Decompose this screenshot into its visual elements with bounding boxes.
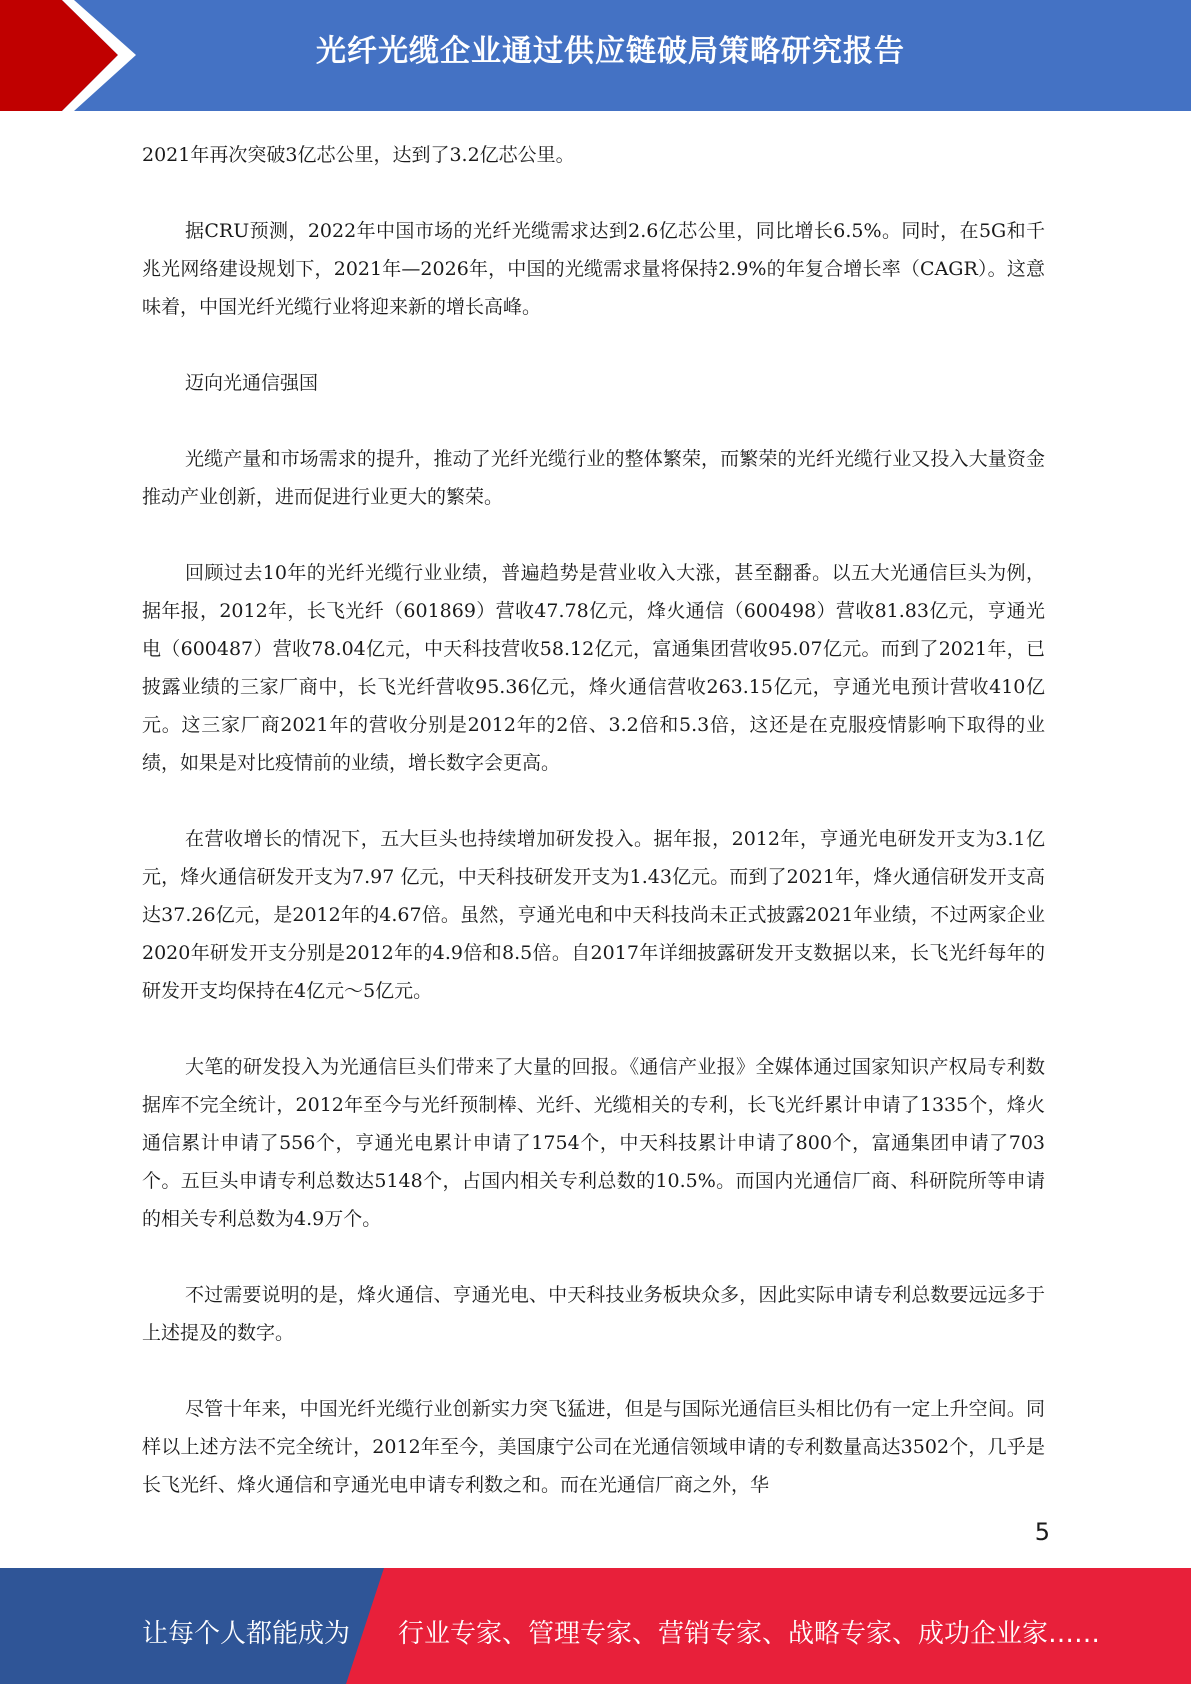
paragraph: 回顾过去10年的光纤光缆行业业绩，普遍趋势是营业收入大涨，甚至翻番。以五大光通信巨头为例，据年报，2012年，长飞光纤（601869）营收47.78亿元，烽火通信（600498）营收81.83亿元，亨通光电（600487）营收78.04亿元，中天科技营收58.12亿元，富通集团营收95.07亿元。而到了2021年，已披露业绩的三家厂商中，长飞光纤营收95.36亿元，烽火通信营收263.15亿元，亨通光电预计营收410亿元。这三家厂商2021年的营收分别是2012年的2倍、3.2倍和5.3倍，这还是在克服疫情影响下取得的业绩，如果是对比疫情前的业绩，增长数字会更高。 [142, 562, 1045, 774]
footer-slogan-right: 行业专家、管理专家、营销专家、战略专家、成功企业家…… [398, 1619, 1101, 1649]
page-number: 5 [1034, 1518, 1050, 1546]
paragraph: 光缆产量和市场需求的提升，推动了光纤光缆行业的整体繁荣，而繁荣的光纤光缆行业又投入大量资金推动产业创新，进而促进行业更大的繁荣。 [142, 448, 1045, 508]
page-header [0, 0, 1191, 111]
paragraph: 大笔的研发投入为光通信巨头们带来了大量的回报。《通信产业报》全媒体通过国家知识产权局专利数据库不完全统计，2012年至今与光纤预制棒、光纤、光缆相关的专利，长飞光纤累计申请了1335个，烽火通信累计申请了556个，亨通光电累计申请了1754个，中天科技累计申请了800个，富通集团申请了703个。五巨头申请专利总数达5148个，占国内相关专利总数的10.5%。而国内光通信厂商、科研院所等申请的相关专利总数为4.9万个。 [142, 1056, 1045, 1230]
paragraph: 2021年再次突破3亿芯公里，达到了3.2亿芯公里。 [142, 144, 575, 166]
paragraph: 据CRU预测，2022年中国市场的光纤光缆需求达到2.6亿芯公里，同比增长6.5%。同时，在5G和千兆光网络建设规划下，2021年—2026年，中国的光缆需求量将保持2.9%的年复合增长率（CAGR）。这意味着，中国光纤光缆行业将迎来新的增长高峰。 [142, 220, 1045, 318]
section-heading: 迈向光通信强国 [185, 372, 319, 394]
footer-slogan-left: 让每个人都能成为 [142, 1619, 351, 1649]
paragraph: 尽管十年来，中国光纤光缆行业创新实力突飞猛进，但是与国际光通信巨头相比仍有一定上升空间。同样以上述方法不完全统计，2012年至今，美国康宁公司在光通信领域申请的专利数量高达3502个，几乎是长飞光纤、烽火通信和亨通光电申请专利数之和。而在光通信厂商之外，华 [142, 1398, 1045, 1496]
document-body [142, 136, 1045, 1504]
header-title: 光纤光缆企业通过供应链破局策略研究报告 [316, 34, 905, 69]
paragraph: 不过需要说明的是，烽火通信、亨通光电、中天科技业务板块众多，因此实际申请专利总数要远远多于上述提及的数字。 [142, 1284, 1045, 1344]
paragraph: 在营收增长的情况下，五大巨头也持续增加研发投入。据年报，2012年，亨通光电研发开支为3.1亿元，烽火通信研发开支为7.97 亿元，中天科技研发开支为1.43亿元。而到了2021年，烽火通信研发开支高达37.26亿元，是2012年的4.67倍。虽然，亨通光电和中天科技尚未正式披露2021年业绩，不过两家企业2020年研发开支分别是2012年的4.9倍和8.5倍。自2017年详细披露研发开支数据以来，长飞光纤每年的研发开支均保持在4亿元～5亿元。 [142, 828, 1045, 1002]
page-footer [0, 1568, 1191, 1684]
